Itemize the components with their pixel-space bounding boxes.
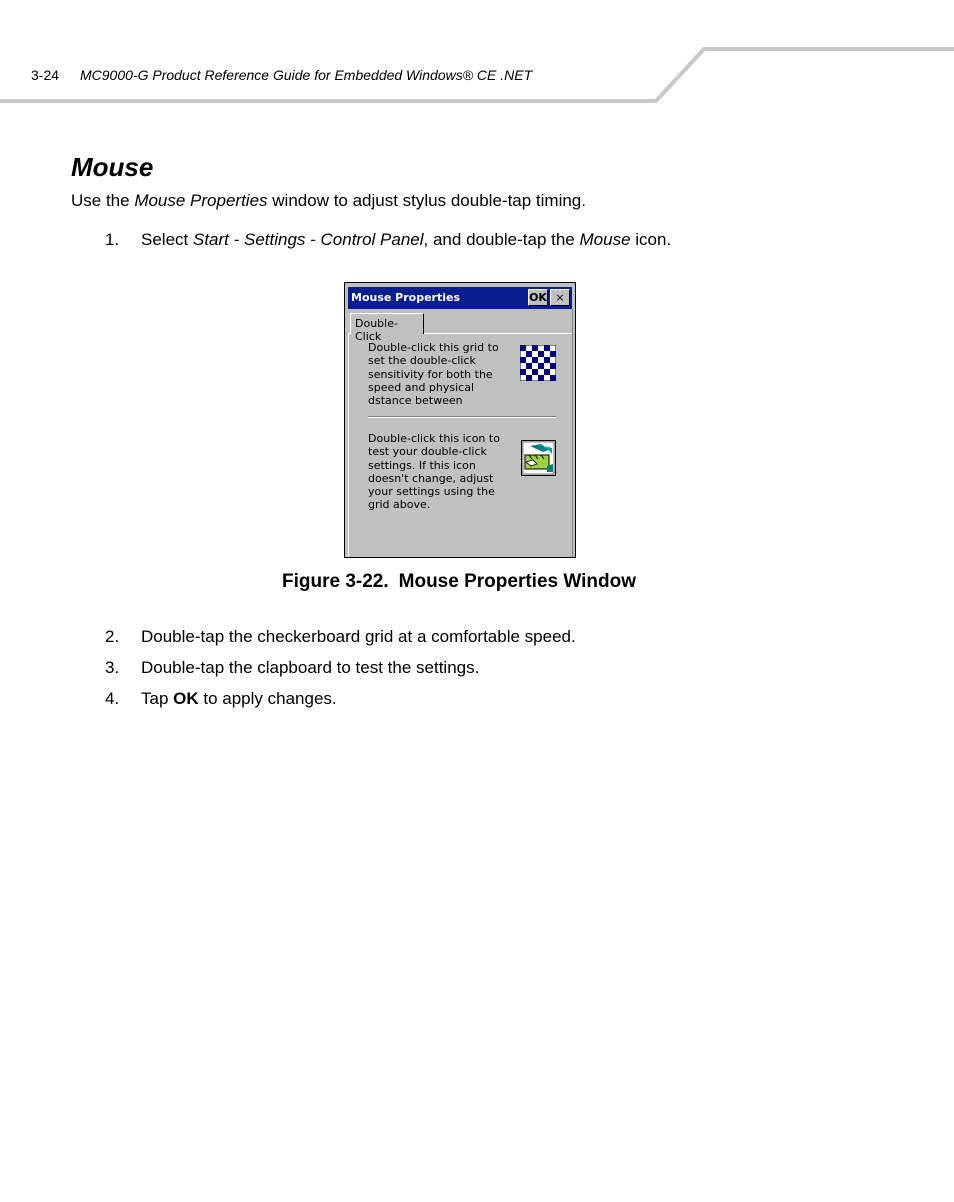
ok-button[interactable]: OK bbox=[529, 291, 547, 304]
step-number: 3. bbox=[105, 658, 120, 677]
grid-instructions: Double-click this grid to set the double-click sensitivity for both the speed and physical dstance between bbox=[368, 341, 499, 408]
mouse-properties-window bbox=[344, 282, 576, 558]
step-text: Tap OK to apply changes. bbox=[141, 689, 337, 708]
step-text: Select Start - Settings - Control Panel, and double-tap the Mouse icon. bbox=[141, 230, 672, 249]
step-text: Double-tap the clapboard to test the settings. bbox=[141, 658, 480, 677]
section-title: Mouse bbox=[71, 152, 154, 182]
header-rule bbox=[0, 0, 954, 110]
panel-shadow bbox=[572, 309, 573, 558]
step-number: 2. bbox=[105, 627, 120, 646]
separator bbox=[368, 416, 556, 418]
intro-paragraph: Use the Mouse Properties window to adjust stylus double-tap timing. bbox=[71, 191, 586, 210]
figure-caption: Figure 3-22. Mouse Properties Window bbox=[281, 571, 636, 592]
close-button[interactable]: × bbox=[550, 289, 570, 306]
window-titlebar bbox=[348, 287, 572, 309]
window-title: Mouse Properties bbox=[351, 291, 461, 304]
step-number: 4. bbox=[105, 689, 120, 708]
header-book-title: MC9000-G Product Reference Guide for Embedded Windows® CE .NET bbox=[80, 67, 533, 83]
tab-double-click[interactable]: Double-Click bbox=[350, 313, 424, 334]
test-instructions: Double-click this icon to test your double-click settings. If this icon doesn't change, adjust your settings using the grid above. bbox=[368, 432, 500, 512]
header-page-number: 3-24 bbox=[31, 67, 60, 83]
clapboard-icon[interactable] bbox=[521, 440, 556, 476]
step-number: 1. bbox=[105, 230, 120, 249]
checkerboard-grid-icon[interactable] bbox=[520, 345, 556, 381]
step-text: Double-tap the checkerboard grid at a comfortable speed. bbox=[141, 627, 576, 646]
